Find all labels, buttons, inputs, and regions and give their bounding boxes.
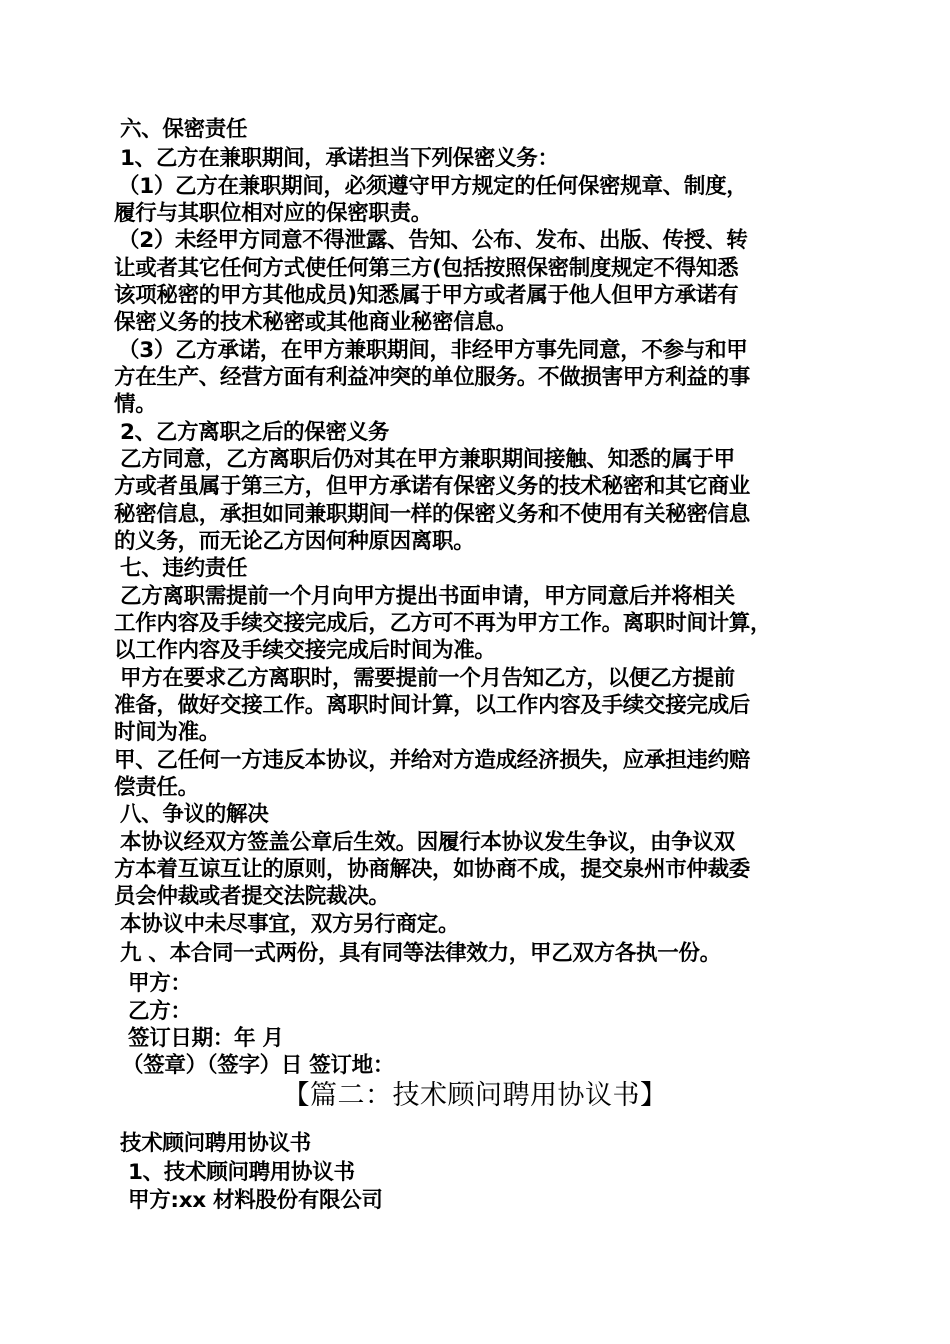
party-a-company: 甲方:xx 材料股份有限公司 bbox=[128, 1188, 383, 1213]
paragraph-line: 让或者其它任何方式使任何第三方(包括按照保密制度规定不得知悉 bbox=[114, 256, 739, 281]
agreement-title: 技术顾问聘用协议书 bbox=[120, 1131, 311, 1156]
paragraph-line: 保密义务的技术秘密或其他商业秘密信息。 bbox=[114, 310, 517, 335]
paragraph-line: 秘密信息，承担如同兼职期间一样的保密义务和不使用有关秘密信息 bbox=[114, 502, 751, 527]
paragraph-line: 以工作内容及手续交接完成后时间为准。 bbox=[114, 638, 496, 663]
paragraph-line: 1、技术顾问聘用协议书 bbox=[128, 1160, 355, 1185]
paragraph-line: 工作内容及手续交接完成后，乙方可不再为甲方工作。离职时间计算， bbox=[114, 611, 772, 636]
party-b-label: 乙方： bbox=[128, 999, 192, 1024]
paragraph-line: 本协议经双方签盖公章后生效。因履行本协议发生争议，由争议双 bbox=[120, 830, 735, 855]
paragraph-line: 的义务，而无论乙方因何种原因离职。 bbox=[114, 529, 475, 554]
paragraph-line: 情。 bbox=[114, 392, 157, 417]
subheading-post-departure: 2、乙方离职之后的保密义务 bbox=[120, 420, 390, 445]
paragraph-line: 乙方离职需提前一个月向甲方提出书面申请，甲方同意后并将相关 bbox=[120, 584, 735, 609]
party-a-label: 甲方： bbox=[128, 971, 192, 996]
paragraph-line: 偿责任。 bbox=[114, 775, 199, 800]
paragraph-line: 乙方同意，乙方离职后仍对其在甲方兼职期间接触、知悉的属于甲 bbox=[120, 447, 735, 472]
signature-place-label: （签章）（签字）日 签订地： bbox=[122, 1053, 395, 1078]
heading-dispute: 八、争议的解决 bbox=[120, 802, 269, 827]
paragraph-line: （1）乙方在兼职期间，必须遵守甲方规定的任何保密规章、制度， bbox=[118, 174, 748, 199]
paragraph-line: 方或者虽属于第三方，但甲方承诺有保密义务的技术秘密和其它商业 bbox=[114, 474, 751, 499]
signing-date-label: 签订日期：年 月 bbox=[128, 1026, 284, 1051]
paragraph-line: 员会仲裁或者提交法院裁决。 bbox=[114, 884, 390, 909]
section-title: 【篇二：技术顾问聘用协议书】 bbox=[282, 1080, 668, 1111]
paragraph-line: 方本着互谅互让的原则，协商解决，如协商不成，提交泉州市仲裁委 bbox=[114, 857, 751, 882]
paragraph-line: 本协议中未尽事宜，双方另行商定。 bbox=[120, 912, 460, 937]
heading-breach: 七、违约责任 bbox=[120, 556, 248, 581]
paragraph-line: 时间为准。 bbox=[114, 720, 221, 745]
heading-confidentiality: 六、保密责任 bbox=[120, 117, 248, 142]
paragraph-line: 履行与其职位相对应的保密职责。 bbox=[114, 201, 433, 226]
paragraph-line: 该项秘密的甲方其他成员)知悉属于甲方或者属于他人但甲方承诺有 bbox=[114, 283, 739, 308]
paragraph-line: （3）乙方承诺，在甲方兼职期间，非经甲方事先同意，不参与和甲 bbox=[118, 338, 748, 363]
paragraph-line: 甲方在要求乙方离职时，需要提前一个月告知乙方，以便乙方提前 bbox=[120, 666, 735, 691]
paragraph-line: 1、乙方在兼职期间，承诺担当下列保密义务： bbox=[120, 146, 559, 171]
paragraph-line: 准备，做好交接工作。离职时间计算，以工作内容及手续交接完成后 bbox=[114, 693, 751, 718]
paragraph-line: 甲、乙任何一方违反本协议，并给对方造成经济损失，应承担违约赔 bbox=[114, 748, 751, 773]
paragraph-line: （2）未经甲方同意不得泄露、告知、公布、发布、出版、传授、转 bbox=[118, 228, 748, 253]
paragraph-line: 九 、本合同一式两份，具有同等法律效力，甲乙双方各执一份。 bbox=[120, 941, 721, 966]
paragraph-line: 方在生产、经营方面有利益冲突的单位服务。不做损害甲方利益的事 bbox=[114, 365, 751, 390]
